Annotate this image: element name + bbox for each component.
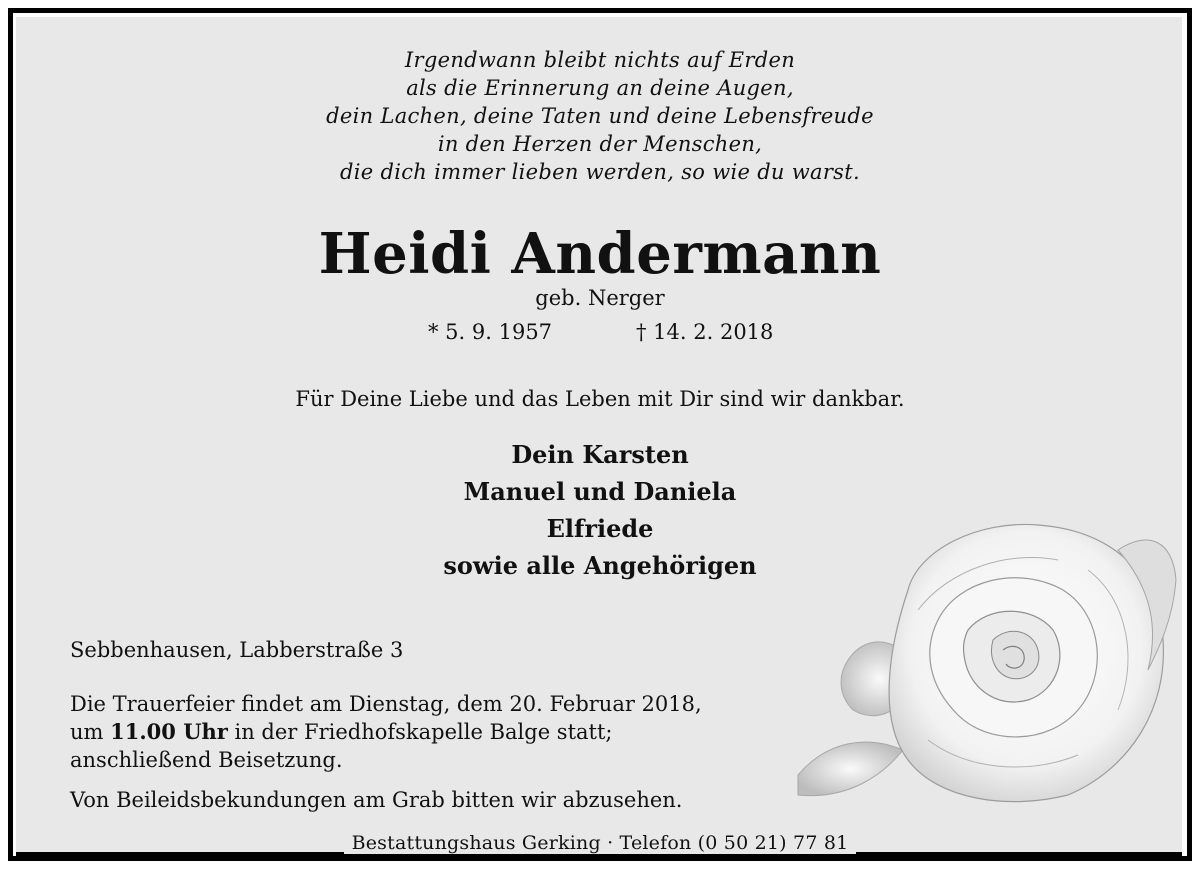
ceremony-line: anschließend Beisetzung. bbox=[70, 748, 343, 772]
footer-text: Bestattungshaus Gerking · Telefon (0 50 21) 77 81 bbox=[344, 832, 857, 854]
poem-line: als die Erinnerung an deine Augen, bbox=[406, 76, 794, 100]
rose-illustration bbox=[788, 510, 1178, 815]
poem bbox=[0, 46, 1200, 186]
ceremony-text: in der Friedhofskapelle Balge statt; bbox=[227, 720, 613, 744]
ceremony-line: Die Trauerfeier findet am Dienstag, dem 20. Februar 2018, bbox=[70, 692, 702, 716]
poem-line: die dich immer lieben werden, so wie du warst. bbox=[340, 160, 860, 184]
birth-date: * 5. 9. 1957 bbox=[428, 320, 553, 344]
condolence-note: Von Beileidsbekundungen am Grab bitten wir abzusehen. bbox=[70, 788, 683, 812]
address: Sebbenhausen, Labberstraße 3 bbox=[70, 638, 404, 662]
thanks-line: Für Deine Liebe und das Leben mit Dir sind wir dankbar. bbox=[295, 387, 905, 411]
poem-line: in den Herzen der Menschen, bbox=[437, 132, 763, 156]
ceremony-line bbox=[70, 718, 702, 746]
family-member: sowie alle Angehörigen bbox=[443, 551, 757, 580]
ceremony-time: 11.00 Uhr bbox=[110, 719, 228, 744]
poem-line: Irgendwann bleibt nichts auf Erden bbox=[404, 48, 796, 72]
family-member: Dein Karsten bbox=[511, 440, 689, 469]
footer bbox=[0, 832, 1200, 854]
death-date: † 14. 2. 2018 bbox=[636, 320, 774, 344]
family-member: Manuel und Daniela bbox=[463, 477, 737, 506]
poem-line: dein Lachen, deine Taten und deine Lebensfreude bbox=[326, 104, 874, 128]
ceremony-info bbox=[70, 690, 702, 774]
life-dates bbox=[0, 318, 1200, 346]
family-member: Elfriede bbox=[546, 514, 654, 543]
deceased-name: Heidi Andermann bbox=[318, 221, 882, 287]
ceremony-text: um bbox=[70, 720, 111, 744]
maiden-name: geb. Nerger bbox=[535, 286, 665, 310]
